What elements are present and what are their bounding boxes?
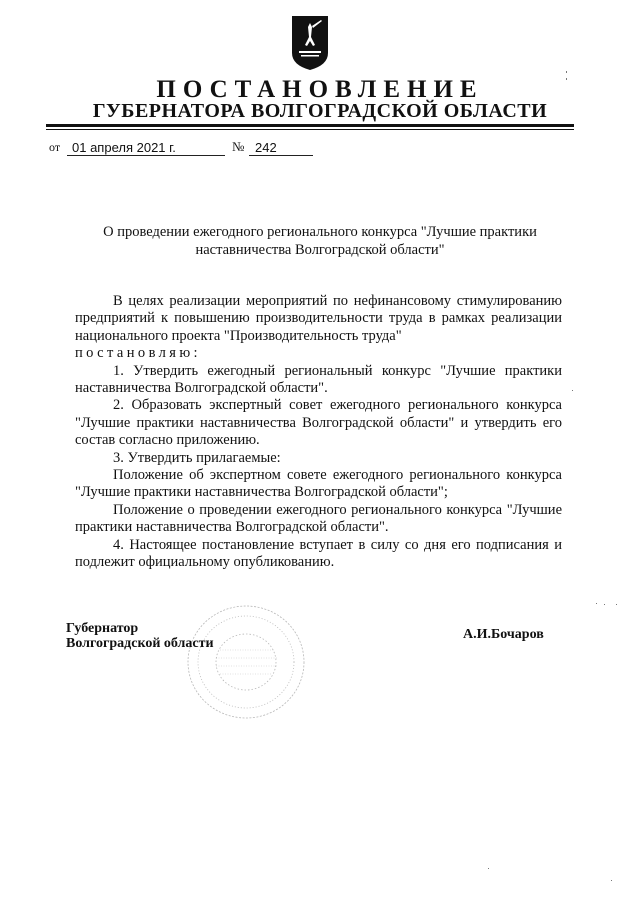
signatory-title-line: Волгоградской области <box>66 636 214 651</box>
date-value: 01 апреля 2021 г. <box>72 140 176 155</box>
date-number-row <box>49 139 349 159</box>
header-rule-thick <box>46 124 574 127</box>
number-value: 242 <box>255 140 277 155</box>
document-subject <box>60 223 580 259</box>
subject-line: О проведении ежегодного регионального конкурса "Лучшие практики <box>103 224 537 240</box>
signatory-title-line: Губернатор <box>66 621 139 636</box>
document-body <box>75 293 562 572</box>
date-prefix: от <box>49 140 61 154</box>
preamble-paragraph: В целях реализации мероприятий по нефинансовому стимулированию предприятий к повышению производительности труда в рамках реализации национального проекта "Производительность труда" <box>75 293 562 344</box>
signatory-title <box>66 621 214 651</box>
document-issuer: ГУБЕРНАТОРА ВОЛГОГРАДСКОЙ ОБЛАСТИ <box>92 100 548 122</box>
volgograd-emblem-icon <box>291 15 329 71</box>
signatory-name: А.И.Бочаров <box>463 627 544 642</box>
official-seal-icon <box>180 600 310 725</box>
item-3b: Положение о проведении ежегодного регионального конкурса "Лучшие практики наставничества Волгоградской области". <box>75 501 562 536</box>
subject-line: наставничества Волгоградской области" <box>195 242 445 258</box>
document-type-title: ПОСТАНОВЛЕНИЕ <box>156 76 484 103</box>
decree-word: постановляю: <box>75 345 201 362</box>
date-underline <box>67 155 225 156</box>
item-3a: Положение об экспертном совете ежегодного регионального конкурса "Лучшие практики наставничества Волгоградской области"; <box>75 467 562 501</box>
header-rule-thin <box>46 129 574 130</box>
item-2: 2. Образовать экспертный совет ежегодного регионального конкурса "Лучшие практики наставничества Волгоградской области" и утвердить его состав согласно приложению. <box>75 397 562 449</box>
item-1: 1. Утвердить ежегодный региональный конкурс "Лучшие практики наставничества Волгоградской области". <box>75 362 562 397</box>
number-prefix: № <box>232 139 245 154</box>
number-underline <box>249 155 313 156</box>
item-4: 4. Настоящее постановление вступает в силу со дня его подписания и подлежит официальному опубликованию. <box>75 536 562 571</box>
item-3: 3. Утвердить прилагаемые: <box>113 449 281 466</box>
